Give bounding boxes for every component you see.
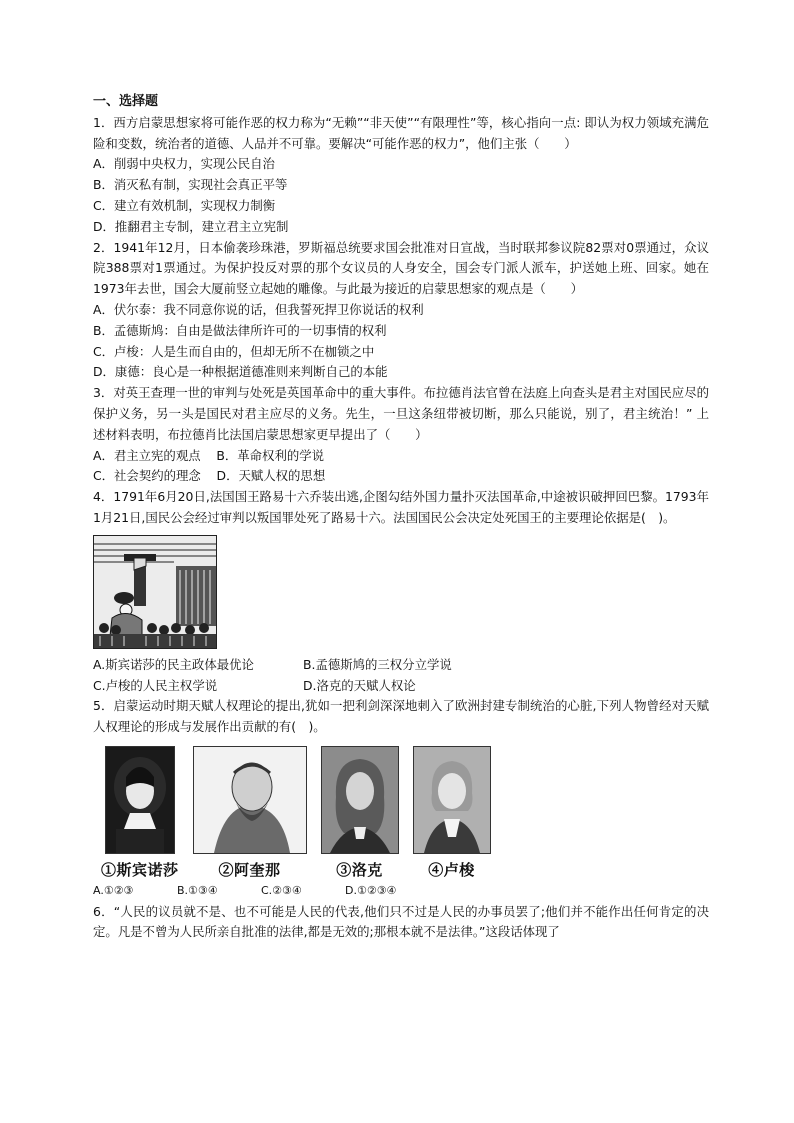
question-1: [93, 113, 709, 238]
option-a: A．伏尔泰：我不同意你说的话，但我誓死捍卫你说话的权利: [93, 301, 424, 317]
option-c: C.卢梭的人民主权学说: [93, 677, 218, 693]
option-row-cd: [93, 466, 709, 487]
option-d: D．天赋人权的思想: [216, 468, 326, 484]
options-row: [93, 881, 709, 902]
question-stem: 5．启蒙运动时期天赋人权理论的提出,犹如一把利剑深深地刺入了欧洲封建专制统治的心脏,下列人物曾经对天赋人权理论的形成与发展作出贡献的有( )。: [93, 698, 709, 735]
option-c: C．建立有效机制，实现权力制衡: [93, 197, 276, 213]
portrait-aquinas: [193, 746, 307, 881]
question-6: [93, 902, 709, 944]
option-c: C．卢梭：人是生而自由的，但却无所不在枷锁之中: [93, 343, 375, 359]
question-2: [93, 238, 709, 384]
portrait-caption: ④卢梭: [428, 860, 475, 879]
option-a: A．君主立宪的观点: [93, 447, 201, 463]
question-4: [93, 487, 709, 696]
option-c: C.②③④: [261, 883, 302, 897]
option-b: B．孟德斯鸠：自由是做法律所许可的一切事情的权利: [93, 322, 387, 338]
portrait-rousseau: [413, 746, 491, 881]
option-b: B．消灭私有制，实现社会真正平等: [93, 177, 288, 193]
question-stem: 1．西方启蒙思想家将可能作恶的权力称为“无赖”“非天使”“有限理性”等，核心指向一点: 即认为权力领域充满危险和变数，统治者的道德、人品并不可靠。要解决“可能作恶的权力”，他们主张（ ）: [93, 114, 709, 151]
locke-portrait-image: [321, 746, 399, 854]
option-b: B.①③④: [177, 883, 218, 897]
spinoza-portrait-image: [105, 746, 175, 854]
question-3: [93, 383, 709, 487]
section-title: 一、选择题: [93, 94, 159, 109]
portrait-spinoza: [101, 746, 179, 881]
execution-engraving-image: [93, 535, 217, 649]
option-a: A.①②③: [93, 883, 134, 897]
portrait-caption: ②阿奎那: [218, 860, 281, 879]
question-stem: 4．1791年6月20日,法国国王路易十六乔装出逃,企图勾结外国力量扑灭法国革命,中途被识破押回巴黎。1793年1月21日,国民公会经过审判以叛国罪处死了路易十六。法国国民公会决定处死国王的主要理论依据是( )。: [93, 489, 709, 525]
question-stem: 6．“人民的议员就不是、也不可能是人民的代表,他们只不过是人民的办事员罢了;他们并不能作出任何肯定的决定。凡是不曾为人民所亲自批准的法律,都是无效的;那根本就不是法律。”这段话体现了: [93, 903, 709, 940]
option-d: D.①②③④: [345, 883, 397, 897]
exam-page: [93, 92, 709, 943]
question-5: [93, 696, 709, 901]
option-a: A.斯宾诺莎的民主政体最优论: [93, 656, 254, 672]
aquinas-portrait-image: [193, 746, 307, 854]
portrait-row: [101, 746, 709, 881]
options-grid: [93, 655, 709, 697]
option-row-ab: [93, 446, 709, 467]
option-d: D.洛克的天赋人权论: [303, 677, 416, 693]
option-a: A．削弱中央权力，实现公民自治: [93, 156, 275, 172]
portrait-caption: ③洛克: [336, 860, 383, 879]
question-stem: 3．对英王查理一世的审判与处死是英国革命中的重大事件。布拉德肖法官曾在法庭上向查头是君主对国民应尽的保护义务，另一头是国民对君主应尽的义务。先生，一旦这条纽带被切断，那么只能说，别了，君主统治！” 上述材料表明，布拉德肖比法国启蒙思想家更早提出了（ ）: [93, 385, 709, 442]
portrait-caption: ①斯宾诺莎: [101, 860, 179, 879]
option-d: D．康德：良心是一种根据道德准则来判断自己的本能: [93, 364, 388, 380]
question-stem: 2．1941年12月，日本偷袭珍珠港，罗斯福总统要求国会批准对日宣战，当时联邦参议院82票对0票通过，众议院388票对1票通过。为保护投反对票的那个女议员的人身安全，国会专门派人派车，护送她上班、回家。她在1973年去世，国会大厦前竖立起她的雕像。与此最为接近的启蒙思想家的观点是（ ）: [93, 239, 709, 297]
option-d: D．推翻君主专制，建立君主立宪制: [93, 218, 289, 234]
option-b: B．革命权利的学说: [216, 447, 325, 463]
option-b: B.孟德斯鸠的三权分立学说: [303, 656, 452, 672]
option-c: C．社会契约的理念: [93, 468, 201, 484]
rousseau-portrait-image: [413, 746, 491, 854]
portrait-locke: [321, 746, 399, 881]
